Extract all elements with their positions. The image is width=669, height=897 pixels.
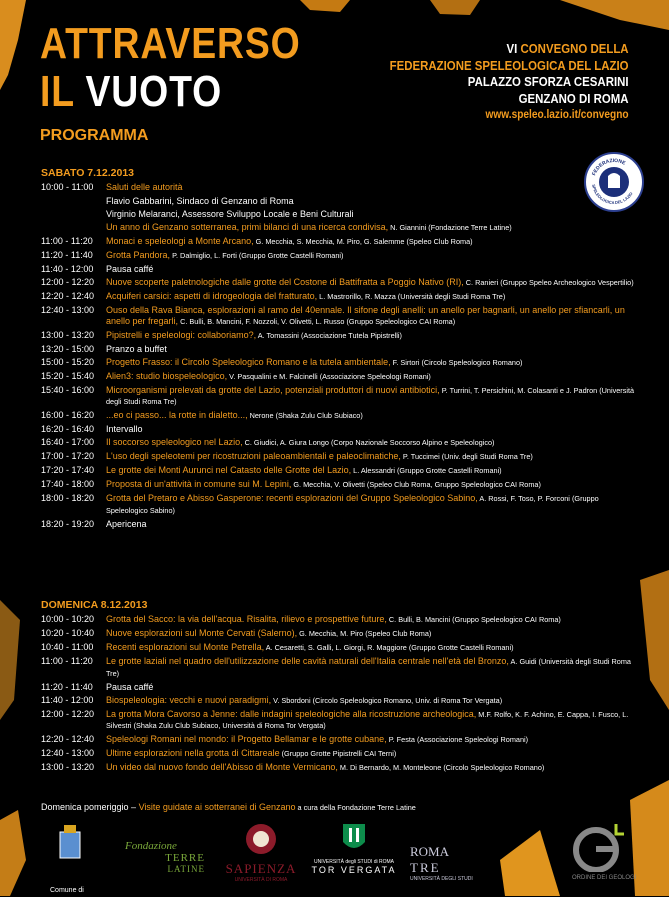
event-title-line2: IL VUOTO (40, 67, 223, 116)
talk-title: Grotta del Sacco: la via dell'acqua. Risalita, rilievo e prospettive future, (106, 614, 387, 624)
talk-speakers: C. Bulli, B. Mancini, F. Nozzoli, V. Olivetti, L. Russo (Gruppo Speleologico CAI Roma) (178, 316, 456, 326)
program-time: 13:00 - 13:20 (41, 329, 95, 340)
program-row (41, 709, 641, 732)
program-entry (106, 222, 641, 234)
talk-speakers: F. Sirtori (Circolo Speleologico Romano) (390, 357, 523, 367)
talk-speakers: V. Sbordoni (Circolo Speleologico Romano, Univ. di Roma Tor Vergata) (271, 695, 503, 705)
program-row (41, 277, 641, 289)
program-time: 17:00 - 17:20 (41, 451, 95, 462)
talk-speakers: L. Mastrorillo, R. Mazza (Università degli Studi Roma Tre) (317, 292, 506, 301)
program-entry (106, 656, 641, 679)
program-time (41, 196, 106, 207)
program-entry (106, 424, 641, 435)
badge-bottom-text: SPELEOLOGICA DEL LAZIO (591, 183, 634, 206)
talk-title: Microorganismi prelevati da grotte del Lazio, potenziali produttori di nuovi antibiotici, (106, 384, 440, 395)
talk-title: Grotta Pandora, (106, 250, 171, 260)
program-entry (106, 291, 641, 303)
program-row (41, 344, 641, 355)
roma-tre-logo: ROMA TRE UNIVERSITÀ DEGLI STUDI (410, 844, 473, 882)
program-time: 10:20 - 10:40 (41, 628, 95, 638)
comune-genzano-logo (50, 822, 90, 897)
program-entry (106, 357, 641, 369)
talk-title: La grotta Mora Cavorso a Jenne: dalle indagini speleologiche alla ricostruzione archeologica, (106, 708, 477, 719)
talk-title: Alien3: studio biospeleologico, (106, 370, 228, 381)
talk-title: Un anno di Genzano sotterranea, primi bilanci di una ricerca condivisa, (106, 222, 389, 232)
program-time: 11:00 - 11:20 (41, 236, 93, 246)
talk-speakers: A. Rossi, F. Toso, P. Forconi (Gruppo Speleologico Sabino) (106, 494, 599, 516)
talk-speakers: M. Di Bernardo, M. Monteleone (Circolo Speleologico Romano) (337, 763, 545, 773)
program-row (41, 519, 641, 530)
talk-title: L'uso degli speleotemi per ricostruzioni paleoambientali e paleoclimatiche, (106, 451, 401, 462)
program-row (41, 614, 641, 626)
talk-speakers: G. Mecchia, M. Piro (Speleo Club Roma) (297, 629, 432, 638)
program-entry (106, 385, 641, 408)
program-time: 13:00 - 13:20 (41, 762, 95, 773)
talk-title: Nuove esplorazioni sul Monte Cervati (Salerno), (106, 628, 298, 638)
program-row (41, 196, 641, 207)
talk-speakers: P. Festa (Associazione Speleologi Romani) (386, 735, 529, 745)
program-row (41, 762, 641, 774)
talk-speakers: A. Tomassini (Associazione Tutela Pipistrelli) (256, 330, 402, 340)
program-entry (106, 709, 641, 732)
talk-speakers: Apericena (106, 519, 147, 530)
program-row (41, 182, 641, 194)
sapienza-logo: SAPIENZA UNIVERSITÀ DI ROMA (222, 822, 300, 883)
program-entry (106, 330, 641, 342)
program-entry (106, 264, 641, 275)
program-entry (106, 196, 641, 207)
program-row (41, 493, 641, 516)
program-time: 12:00 - 12:20 (41, 277, 95, 287)
talk-speakers: A. Guidi (Università degli Studi Roma Tre) (106, 657, 631, 678)
program-time: 11:40 - 12:00 (41, 694, 94, 705)
talk-speakers: Pausa caffé (106, 681, 154, 692)
talk-speakers: C. Ranieri (Gruppo Speleo Archeologico Vespertilio) (463, 278, 634, 287)
program-row (41, 656, 641, 679)
talk-speakers: M.F. Rolfo, K. F. Achino, E. Cappa, I. Fusco, L. Silvestri (Shaka Zulu Club Subiaco, Università di Roma Tor Vergata) (106, 709, 629, 731)
program-row (41, 250, 641, 262)
program-row (41, 628, 641, 640)
program-entry (106, 277, 641, 289)
program-entry (106, 642, 641, 654)
talk-title: Biospeleologia: vecchi e nuovi paradigmi, (106, 694, 272, 705)
program-entry (106, 236, 641, 248)
talk-title: Le grotte dei Monti Aurunci nel Catasto delle Grotte del Lazio, (106, 465, 352, 476)
program-row (41, 357, 641, 369)
program-time (41, 222, 106, 234)
program-row (41, 305, 641, 327)
program-time: 16:00 - 16:20 (41, 410, 95, 421)
talk-speakers: A. Cesaretti, S. Galli, L. Giorgi, R. Maggiore (Gruppo Grotte Castelli Romani) (264, 643, 514, 652)
program-entry (106, 479, 641, 491)
talk-speakers: G. Mecchia, S. Mecchia, M. Piro, G. Salemme (Speleo Club Roma) (253, 237, 473, 246)
talk-title: Progetto Frasso: il Circolo Speleologico Romano e la tutela ambientale, (106, 356, 391, 367)
sponsor-logos (0, 822, 669, 896)
tor-vergata-logo: UNIVERSITÀ degli STUDI di ROMA TOR VERGATA (310, 822, 398, 875)
talk-title: Saluti delle autorità (106, 182, 183, 192)
program-time: 12:00 - 12:20 (41, 708, 95, 719)
talk-title: Monaci e speleologi a Monte Arcano, (106, 236, 254, 246)
program-row (41, 682, 641, 693)
program-row (41, 209, 641, 220)
program-time: 17:40 - 18:00 (41, 479, 95, 490)
talk-speakers: Nerone (Shaka Zulu Club Subiaco) (247, 411, 363, 421)
program-entry (106, 682, 641, 693)
saturday-heading: SABATO 7.12.2013 (41, 167, 134, 179)
convegno-info: VI CONVEGNO DELLA FEDERAZIONE SPELEOLOGICA DEL LAZIO PALAZZO SFORZA CESARINI GENZANO DI ROMA www.speleo.lazio.it/convegno (390, 41, 629, 124)
program-entry (106, 519, 641, 530)
program-entry (106, 695, 641, 707)
program-entry (106, 493, 641, 516)
ordine-geologi-logo: ORDINE DEI GEOLOGI (572, 822, 650, 881)
program-row (41, 371, 641, 383)
programma-heading: PROGRAMMA (40, 127, 149, 144)
talk-title: Ultime esplorazioni nella grotta di Cittareale (106, 748, 280, 759)
program-row (41, 695, 641, 707)
badge-top-text: FEDERAZIONE (591, 157, 627, 177)
talk-speakers: Virginio Melaranci, Assessore Sviluppo Locale e Beni Culturali (106, 209, 354, 219)
sunday-heading: DOMENICA 8.12.2013 (41, 599, 148, 611)
talk-speakers: P. Turrini, T. Persichini, M. Colasanti e J. Padron (Università degli Studi Roma Tre) (106, 385, 635, 407)
program-time: 12:20 - 12:40 (41, 291, 95, 301)
program-time: 12:40 - 13:00 (41, 748, 95, 759)
talk-title: Le grotte laziali nel quadro dell'utilizzazione delle cavità naturali dell'Italia centrale nell'età del Bronzo, (106, 656, 509, 666)
program-row (41, 385, 641, 408)
program-time: 10:00 - 11:00 (41, 182, 94, 192)
program-time: 17:20 - 17:40 (41, 465, 95, 476)
program-time: 15:20 - 15:40 (41, 370, 95, 381)
program-row (41, 748, 641, 760)
program-entry (106, 762, 641, 774)
program-entry (106, 628, 641, 640)
talk-title: Recenti esplorazioni sul Monte Petrella, (106, 642, 265, 652)
program-entry (106, 371, 641, 383)
program-row (41, 451, 641, 463)
program-entry (106, 465, 641, 477)
program-entry (106, 344, 641, 355)
program-time: 18:20 - 19:20 (41, 519, 95, 530)
talk-title: Un video dal nuovo fondo dell'Abisso di Monte Vermicano, (106, 762, 338, 773)
program-row (41, 222, 641, 234)
sunday-program (41, 614, 641, 776)
program-row (41, 479, 641, 491)
talk-speakers: N. Giannini (Fondazione Terre Latine) (388, 223, 512, 232)
program-row (41, 424, 641, 435)
program-time: 11:40 - 12:00 (41, 264, 94, 274)
program-time: 15:00 - 15:20 (41, 356, 95, 367)
talk-title: Grotta del Pretaro e Abisso Gasperone: recenti esplorazioni del Gruppo Speleologico Sabino, (106, 493, 478, 504)
talk-speakers: Flavio Gabbarini, Sindaco di Genzano di Roma (106, 196, 294, 206)
program-entry (106, 182, 641, 194)
talk-speakers: Pausa caffé (106, 264, 154, 274)
talk-speakers: P. Tuccimei (Univ. degli Studi Roma Tre) (400, 452, 533, 462)
program-entry (106, 209, 641, 220)
talk-speakers: C. Bulli, B. Mancini (Gruppo Speleologico CAI Roma) (386, 615, 561, 624)
talk-title: Il soccorso speleologico nel Lazio, (106, 437, 243, 448)
program-row (41, 330, 641, 342)
program-entry (106, 734, 641, 746)
talk-title: Pipistrelli e speleologi: collaboriamo?, (106, 329, 257, 340)
program-row (41, 236, 641, 248)
program-row (41, 465, 641, 477)
talk-title: Speleologi Romani nel mondo: il Progetto Bellamar e le grotte cubane, (106, 734, 387, 745)
program-time: 11:20 - 11:40 (41, 250, 93, 260)
program-entry (106, 451, 641, 463)
program-row (41, 642, 641, 654)
program-entry (106, 250, 641, 262)
talk-speakers: V. Pasqualini e M. Falcinelli (Associazione Speleologi Romani) (227, 371, 431, 381)
program-entry (106, 437, 641, 449)
program-time: 11:00 - 11:20 (41, 656, 93, 666)
program-time: 15:40 - 16:00 (41, 384, 95, 395)
program-row (41, 291, 641, 303)
fondazione-terre-latine-logo: Fondazione TERRE LATINE (125, 840, 205, 874)
talk-title: Nuove scoperte paletnologiche dalle grotte del Costone di Battifratta a Poggio Nativo (RI), (106, 277, 464, 287)
talk-title: Proposta di un'attività in comune sui M. Lepini, (106, 479, 292, 490)
sunday-closing: Domenica pomeriggio – Visite guidate ai sotterranei di Genzano a cura della Fondazione Terre Latine (41, 802, 416, 812)
program-time: 12:20 - 12:40 (41, 734, 95, 745)
program-row (41, 437, 641, 449)
talk-speakers: L. Alessandri (Gruppo Grotte Castelli Romani) (351, 466, 502, 476)
program-entry (106, 410, 641, 422)
talk-speakers: Intervallo (106, 424, 143, 435)
program-time: 11:20 - 11:40 (41, 681, 93, 692)
program-row (41, 734, 641, 746)
talk-speakers: C. Giudici, A. Giura Longo (Corpo Nazionale Soccorso Alpino e Speleologico) (242, 438, 495, 448)
program-row (41, 264, 641, 275)
program-entry (106, 614, 641, 626)
talk-speakers: (Gruppo Grotte Pipistrelli CAI Terni) (279, 749, 397, 759)
program-time: 18:00 - 18:20 (41, 493, 95, 504)
program-time: 10:40 - 11:00 (41, 642, 94, 652)
talk-speakers: P. Dalmiglio, L. Forti (Gruppo Grotte Castelli Romani) (170, 251, 344, 260)
program-entry (106, 305, 641, 327)
program-time: 10:00 - 10:20 (41, 614, 95, 624)
convegno-url[interactable]: www.speleo.lazio.it/convegno (485, 109, 629, 121)
program-time: 12:40 - 13:00 (41, 305, 95, 315)
talk-speakers: G. Mecchia, V. Olivetti (Speleo Club Roma, Gruppo Speleologico CAI Roma) (291, 480, 541, 490)
program-row (41, 410, 641, 422)
talk-title: Ouso della Rava Bianca, esplorazioni al ramo del 40ennale. Il sifone degli anelli: un anello per bagnarli, un anello per sfiancarli, un anello per fregarli, (106, 305, 625, 326)
program-time: 16:20 - 16:40 (41, 424, 95, 435)
talk-speakers: Pranzo a buffet (106, 343, 167, 354)
talk-title: Acquiferi carsici: aspetti di idrogeologia del fratturato, (106, 291, 318, 301)
program-time: 16:40 - 17:00 (41, 437, 95, 448)
saturday-program (41, 182, 641, 532)
svg-text:Comune di: Comune di (50, 887, 84, 892)
program-time (41, 209, 106, 220)
event-title-line1: ATTRAVERSO (40, 19, 301, 68)
program-entry (106, 748, 641, 760)
program-time: 13:20 - 15:00 (41, 343, 95, 354)
talk-title: ...eo ci passo... la rotte in dialetto..., (106, 410, 248, 421)
